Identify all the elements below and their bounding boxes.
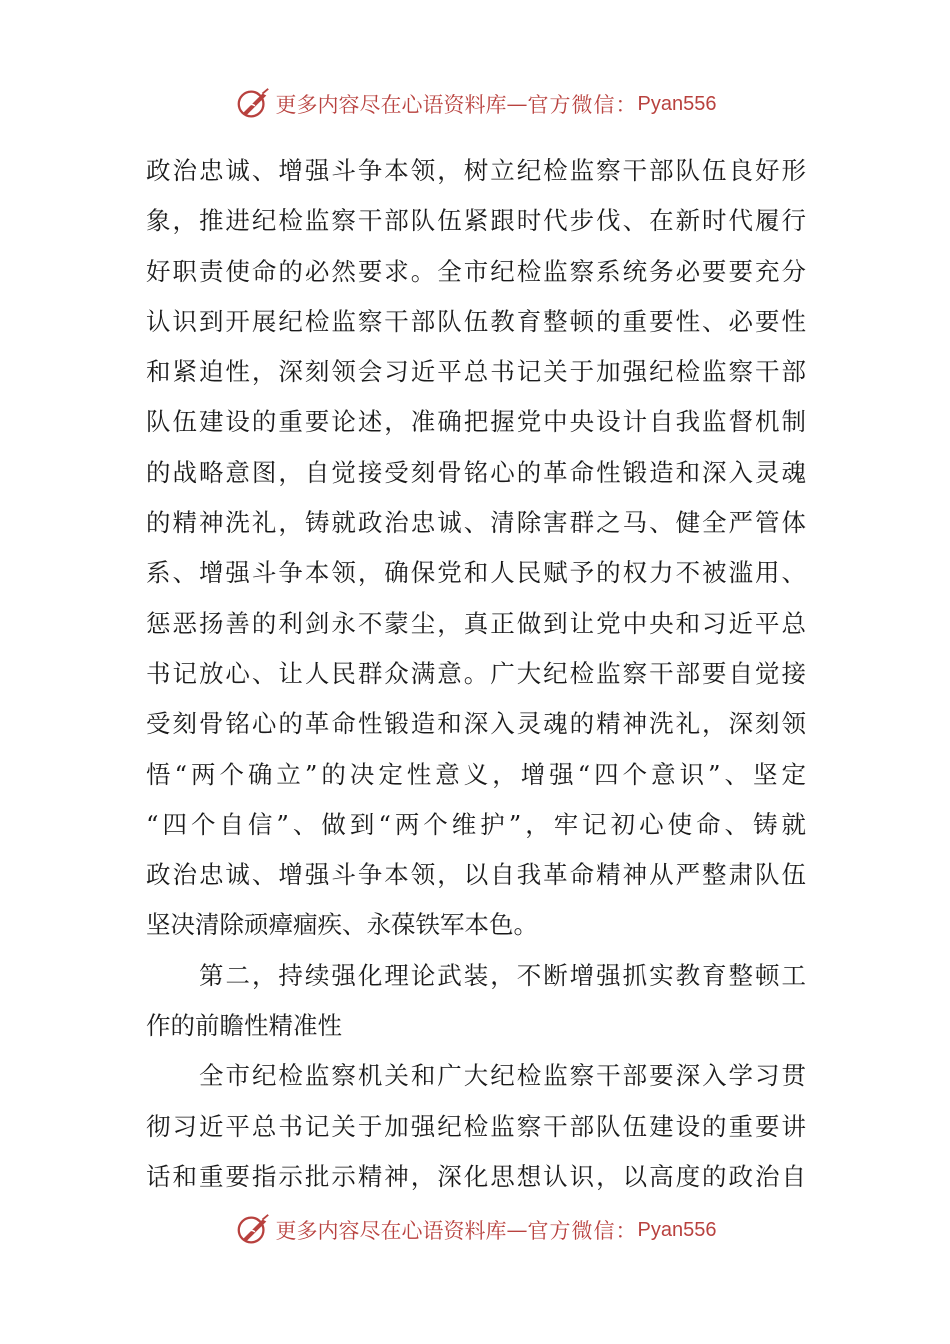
paragraph-start-line: 全市纪检监察机关和广大纪检监察干部要深入学习贯 <box>199 1061 806 1091</box>
text-line: 书记放心、让人民群众满意。广大纪检监察干部要自觉接 <box>146 658 806 688</box>
watermark-separator: — <box>506 92 528 116</box>
watermark-wechat-label: 官方微信： <box>527 93 638 117</box>
section-heading-line: 第二，持续强化理论武装，不断增强抓实教育整顿工 <box>199 960 806 990</box>
text-line: 惩恶扬善的利剑永不蒙尘，真正做到让党中央和习近平总 <box>146 608 806 638</box>
paragraph-end-line: 坚决清除顽瘴痼疾、永葆铁军本色。 <box>146 910 538 940</box>
text-line: 认识到开展纪检监察干部队伍教育整顿的重要性、必要性 <box>146 306 806 336</box>
pen-quill-icon <box>234 1211 272 1249</box>
text-line: 政治忠诚、增强斗争本领，以自我革命精神从严整肃队伍 <box>146 860 806 890</box>
text-line: 政治忠诚、增强斗争本领，树立纪检监察干部队伍良好形 <box>146 156 806 185</box>
watermark-banner-bottom <box>0 1210 950 1250</box>
text-line: 的精神洗礼，铸就政治忠诚、清除害群之马、健全严管体 <box>146 508 806 538</box>
text-line: 彻习近平总书记关于加强纪检监察干部队伍建设的重要讲 <box>146 1111 806 1141</box>
text-line: 好职责使命的必然要求。全市纪检监察系统务必要要充分 <box>146 256 806 286</box>
watermark-wechat-label: 官方微信： <box>527 1219 638 1243</box>
text-line: 系、增强斗争本领，确保党和人民赋予的权力不被滥用、 <box>146 558 806 588</box>
text-line: 队伍建设的重要论述，准确把握党中央设计自我监督机制 <box>146 407 806 437</box>
pen-quill-icon <box>234 85 272 123</box>
watermark-wechat-id: Pyan556 <box>637 92 717 115</box>
watermark-banner-top <box>0 84 950 124</box>
watermark-main-text: 更多内容尽在心语资料库 <box>275 1219 507 1243</box>
text-line: 象，推进纪检监察干部队伍紧跟时代步伐、在新时代履行 <box>146 206 806 236</box>
watermark-separator: — <box>506 1218 528 1242</box>
text-line: 和紧迫性，深刻领会习近平总书记关于加强纪检监察干部 <box>146 357 806 387</box>
text-line: 悟“两个确立”的决定性意义，增强“四个意识”、坚定 <box>146 759 806 789</box>
section-heading-end-line: 作的前瞻性精准性 <box>146 1011 342 1041</box>
watermark-main-text: 更多内容尽在心语资料库 <box>275 93 507 117</box>
watermark-wechat-id: Pyan556 <box>637 1218 717 1241</box>
document-body <box>146 146 806 1202</box>
text-line: “四个自信”、做到“两个维护”，牢记初心使命、铸就 <box>146 809 806 839</box>
text-line: 受刻骨铭心的革命性锻造和深入灵魂的精神洗礼，深刻领 <box>146 709 806 739</box>
text-line: 话和重要指示批示精神，深化思想认识，以高度的政治自 <box>146 1161 806 1191</box>
text-line: 的战略意图，自觉接受刻骨铭心的革命性锻造和深入灵魂 <box>146 457 806 487</box>
